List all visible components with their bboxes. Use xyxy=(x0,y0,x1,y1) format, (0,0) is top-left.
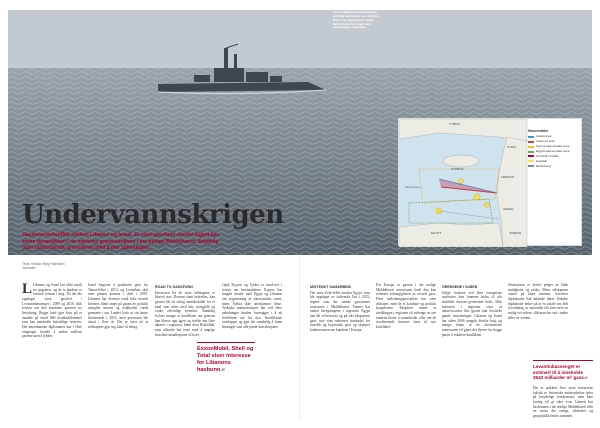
legend-label: Egypts økonomiske sone xyxy=(536,148,570,153)
map-label-israel: ISRAEL xyxy=(503,207,514,211)
column-5-text: Det store Zohr-feltet utenfor Egypt, som ble oppdaget av italienske Eni i 2015, regnes som det største gassfunnet noensinne i Middelhavet. Funnet har endret beregningene i regionen. Egypt kan bli selvforsynt og på sikt eksportere gass, noe som reduserer markedet for israelsk og kypriotisk gass og skjerper konkurransen om kundene i Europa. xyxy=(310,290,370,333)
dropcap: L xyxy=(22,283,33,297)
article-column-2 xyxy=(88,283,148,418)
pullquote: ExxonMobil, Shell og Total viser interesse for Libanons havbunn.« xyxy=(197,342,255,374)
byline-author: Tekst: Kristian Berg Harpviken xyxy=(22,262,65,266)
article-column-4 xyxy=(222,283,282,338)
map-label-jordan: JORDAN xyxy=(509,231,522,235)
column-1-text: Libanon og Israel har aldri avtalt en sjøgrense, og de to landene er formelt fortsatt i krig. Da det ble oppdaget store gassfelt i Levantinbassenget i 2009 og 2010, fikk tvisten om den maritime grensen ny betydning. Begge land gjør krav på et område på rundt 860 kvadratkilometer som kan inneholde betydelige reserver. Det amerikanske diplomatiet har i flere omganger forsøkt å mekle mellom partene uten å lykkes. xyxy=(22,283,82,339)
article-column-6 xyxy=(376,283,436,418)
column-8-text: Situasjonen er derfor preget av både muligheter og risiko. Mens selskapene venter på klare rammer, fortsetter diplomatiet bak lukkede dører. Enkelte diplomater peker på at en avtale om delt forvaltning av omstridte felt kan være en mulig vei videre, slik man har sett i andre deler av verden. xyxy=(508,283,568,320)
legend-swatch xyxy=(528,160,534,162)
land-south xyxy=(399,223,503,247)
column-3-text: Interessen fra de store selskapene er likevel stor. Dersom funn bekreftes, kan gassen bli en viktig inntektskilde for et land som sliter med høy statsgjeld og svake offentlige tjenester. Samtidig frykter mange at konflikten om grensen kan blusse opp igjen og trekke inn flere aktører i regionen, blant dem Hizbollah, som allerede har truet med å angripe israelske installasjoner til havs. xyxy=(155,290,215,337)
legend-label: Kypros økonomiske sone xyxy=(536,143,570,148)
legend-swatch xyxy=(528,155,534,157)
column-6-text: For Europa er gassen i det østlige Middelhavet interessant fordi den kan redusere avhengigheten av russisk gass. Flere rørledningsprosjekter har vært diskutert, men de er kostbare og politisk kompliserte. Eksperter mener at utviklingen i regionen vil avhenge av om landene klarer å samarbeide, eller om de rivaliserende kravene fører til nye konflikter. xyxy=(376,283,436,330)
map-label-syria: SYRIA xyxy=(507,145,517,149)
legend-item xyxy=(528,135,582,138)
legend-item xyxy=(528,145,582,148)
map-label-libanon: LIBANON xyxy=(501,175,515,179)
legend-swatch xyxy=(528,165,534,167)
column-2-text: Israel begynte å produsere gass fra Tamar-feltet i 2013, og Leviathan skal etter planen komme i drift i 2019. Libanon har derimot ennå ikke utstedt lisenser, blant annet på grunn av politisk uenighet internt og usikkerhet rundt grensene i sør. Landet lyste ut sin første lisensrunde i 2013, men prosessen ble utsatt i flere år. Det er først nå at selskapene gjør seg klare til leting. xyxy=(88,283,148,330)
legend-label: Omstridt område xyxy=(536,153,559,158)
photo-caption: Fra en italiensk marinefartøys patrulje ved kysten av Libanon. Gass- og oljereserver under havbunnen har skapt nye spenninger i regionen. xyxy=(333,10,380,30)
legend-label: Israels krav xyxy=(536,134,552,138)
map-legend xyxy=(528,129,582,170)
subhead-2: MISTENKT SAMARBEID xyxy=(310,285,352,289)
map-label-egypt: EGYPT xyxy=(431,231,442,235)
factbox-quote: Levantinbassenget er estimert til å inneholde 3542 milliarder m³ gass.« xyxy=(533,360,593,381)
column-4-text: Også Kypros og Tyrkia er involvert i tvister om havområdene. Kypros har inngått avtaler med Egypt og Libanon om avgrensning av økonomiske soner, mens Tyrkia ikke anerkjenner disse. Tyrkiske marinefartøyer har ved flere anledninger hindret borerigger i å nå letefeltene sør for øya. Konfliktene overlapper og gjør det vanskelig å finne løsninger som alle parter kan akseptere. xyxy=(222,283,282,330)
legend-title: Havområder xyxy=(528,129,549,133)
headline: Undervannskrigen xyxy=(22,200,284,230)
byline-role: Journalist xyxy=(22,266,36,271)
article-column-9 xyxy=(533,386,593,418)
legend-swatch xyxy=(528,136,534,138)
map-label-tyrkia: TYRKIA xyxy=(449,122,460,126)
column-9-text: Det er usikkert hvor store ressursene faktisk er. Seismiske undersøkelser tyder på betydelige forekomster, men bare boring vil gi sikre svar. Uansett har havbunnen i det østlige Middelhavet blitt en arena der energi, sikkerhet og geopolitikk flettes sammen. xyxy=(533,386,593,418)
gas-field-tamar xyxy=(485,203,490,208)
cyprus-island xyxy=(443,155,479,167)
map-label-sea: Middelhavet xyxy=(405,185,422,189)
legend-item xyxy=(528,160,582,163)
map-label-kypros: KYPROS xyxy=(451,167,464,171)
column-7-text: Ifølge forskere ved flere europeiske institutter kan funnene bidra til økt stabilitet dersom gevinstene deles. Men historien i regionen viser at naturressurser like gjerne kan forsterke gamle motsetninger. Libanon og Israel har siden 2006 unngått direkte krig, og mange håper at de økonomiske interessene vil gjøre det dyrere for begge parter å eskalere konflikten. xyxy=(442,290,502,337)
subhead-1: ROAD TO GASSFUNN xyxy=(155,285,193,289)
gas-field-aphrodite xyxy=(459,179,464,184)
legend-swatch xyxy=(528,151,534,153)
legend-item xyxy=(528,155,582,158)
subhead-3: GRENSENE I SJØEN xyxy=(442,285,478,289)
article-column-8 xyxy=(508,283,568,353)
article-column-7 xyxy=(442,283,502,418)
region-map xyxy=(398,118,582,246)
legend-item xyxy=(528,150,582,153)
gas-field-leviathan xyxy=(474,194,480,200)
legend-label: Rørledning xyxy=(536,163,551,168)
legend-item xyxy=(528,165,582,168)
legend-swatch xyxy=(528,146,534,148)
article-dek: Gassreservekonflikt mellom Libanon og Israel. Et stort gassfunn utenfor Egypt kan endre dynamikken i de maritime grensestridene i det østlige Middelhavet. Samtidig truer rivaliserende grensekrav med å øke spenningen. xyxy=(22,232,220,251)
legend-label: Libanons krav xyxy=(536,138,555,143)
article-column-1 xyxy=(22,283,82,418)
byline xyxy=(22,262,65,271)
legend-item xyxy=(528,140,582,143)
article-column-5 xyxy=(310,283,370,418)
legend-swatch xyxy=(528,141,534,143)
legend-label: Gassfelt xyxy=(536,158,548,163)
